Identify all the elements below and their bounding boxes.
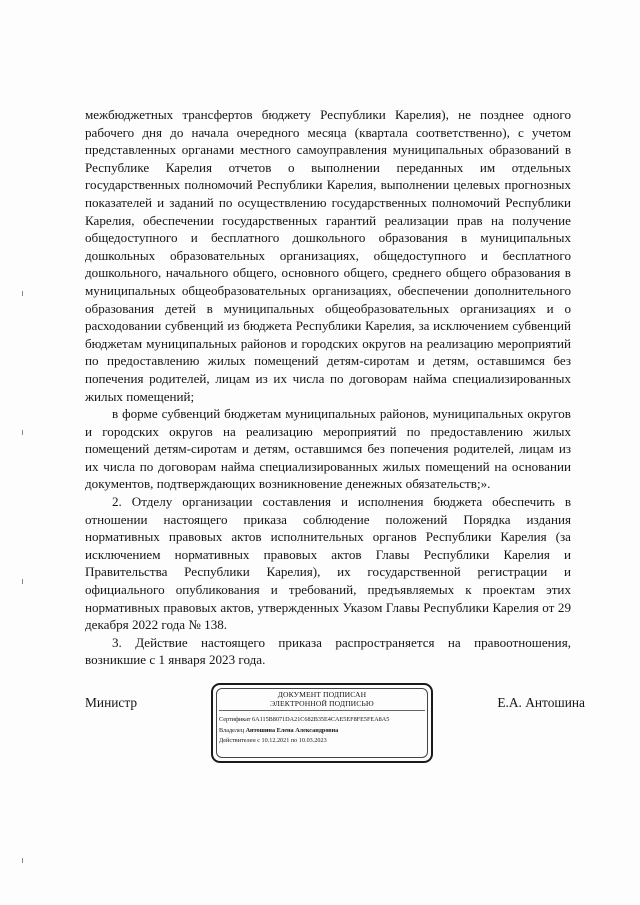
stamp-title-line-2: ЭЛЕКТРОННОЙ ПОДПИСЬЮ xyxy=(270,699,374,708)
certificate-value: 6A115B8071DA21C682B35E4CAE5EF8FE5FEA8A5 xyxy=(252,716,390,723)
stamp-certificate-line xyxy=(219,715,427,726)
scan-speck xyxy=(22,858,23,863)
stamp-divider xyxy=(219,710,425,711)
document-body xyxy=(85,106,571,669)
validity-from: 10.12.2021 xyxy=(261,737,290,744)
validity-from-prefix: с xyxy=(257,737,260,744)
validity-label: Действителен xyxy=(219,737,256,744)
certificate-label: Сертификат xyxy=(219,716,251,723)
validity-to: 10.03.2023 xyxy=(298,737,327,744)
stamp-owner-line xyxy=(219,726,427,737)
owner-value: Антошина Елена Александровна xyxy=(245,726,339,734)
position-title: Министр xyxy=(85,695,138,710)
electronic-signature-stamp xyxy=(211,683,433,763)
paragraph-item-2: 2. Отделу организации составления и исполнения бюджета обеспечить в отношении настоящего приказа соблюдение положений Порядка издания нормативных правовых актов исполнительных органов Республики Карелия (за исключением нормативных правовых актов Главы Республики Карелия и Правительства Республики Карелия), их государственной регистрации и официального опубликования и требований, предъявляемых к проектам этих нормативных правовых актов, утвержденных Указом Главы Республики Карелия от 29 декабря 2022 года № 138. xyxy=(85,494,571,633)
paragraph-item-3: 3. Действие настоящего приказа распространяется на правоотношения, возникшие с 1 января 2023 года. xyxy=(85,634,571,668)
stamp-validity-line xyxy=(219,736,427,747)
validity-to-prefix: по xyxy=(290,737,298,744)
stamp-details xyxy=(219,715,427,747)
signature-block xyxy=(85,686,585,766)
paragraph-budget-transfers: межбюджетных трансфертов бюджету Республики Карелия), не позднее одного рабочего дня до начала очередного месяца (квартала соответственно), с учетом представленных органами местного самоуправления муниципальных образований в Республике Карелия отчетов о выполнении переданных им отдельных государственных полномочий Республики Карелия, выполнении целевых прогнозных показателей и заданий по осуществлению государственных полномочий Республики Карелия, обеспечении государственных гарантий реализации прав на получение общедоступного и бесплатного дошкольного образования в муниципальных дошкольных образовательных организациях, общедоступного и бесплатного дошкольного, начального общего, основного общего, среднего общего образования в муниципальных общеобразовательных организациях, обеспечении дополнительного образования детей в муниципальных общеобразовательных организациях и о расходовании субвенций из бюджета Республики Карелия, за исключением субвенций бюджетам муниципальных районов и городских округов на реализацию мероприятий по предоставлению жилых помещений детям-сиротам и детям, оставшимся без попечения родителей, лицам из их числа по договорам найма специализированных жилых помещений; xyxy=(85,107,571,404)
scan-speck xyxy=(22,579,23,584)
owner-label: Владелец xyxy=(219,726,245,734)
scan-speck xyxy=(22,430,23,435)
paragraph-subventions: в форме субвенций бюджетам муниципальных районов, муниципальных округов и городских округов на реализацию мероприятий по предоставлению жилых помещений детям-сиротам и детям, оставшимся без попечения родителей, лицам из их числа по договорам найма специализированных жилых помещений на основании документов, подтверждающих возникновение денежных обязательств;». xyxy=(85,406,571,492)
scan-speck xyxy=(22,291,23,296)
stamp-title-line-1: ДОКУМЕНТ ПОДПИСАН xyxy=(277,690,367,699)
signer-name: Е.А. Антошина xyxy=(497,695,585,710)
stamp-title xyxy=(213,690,431,708)
